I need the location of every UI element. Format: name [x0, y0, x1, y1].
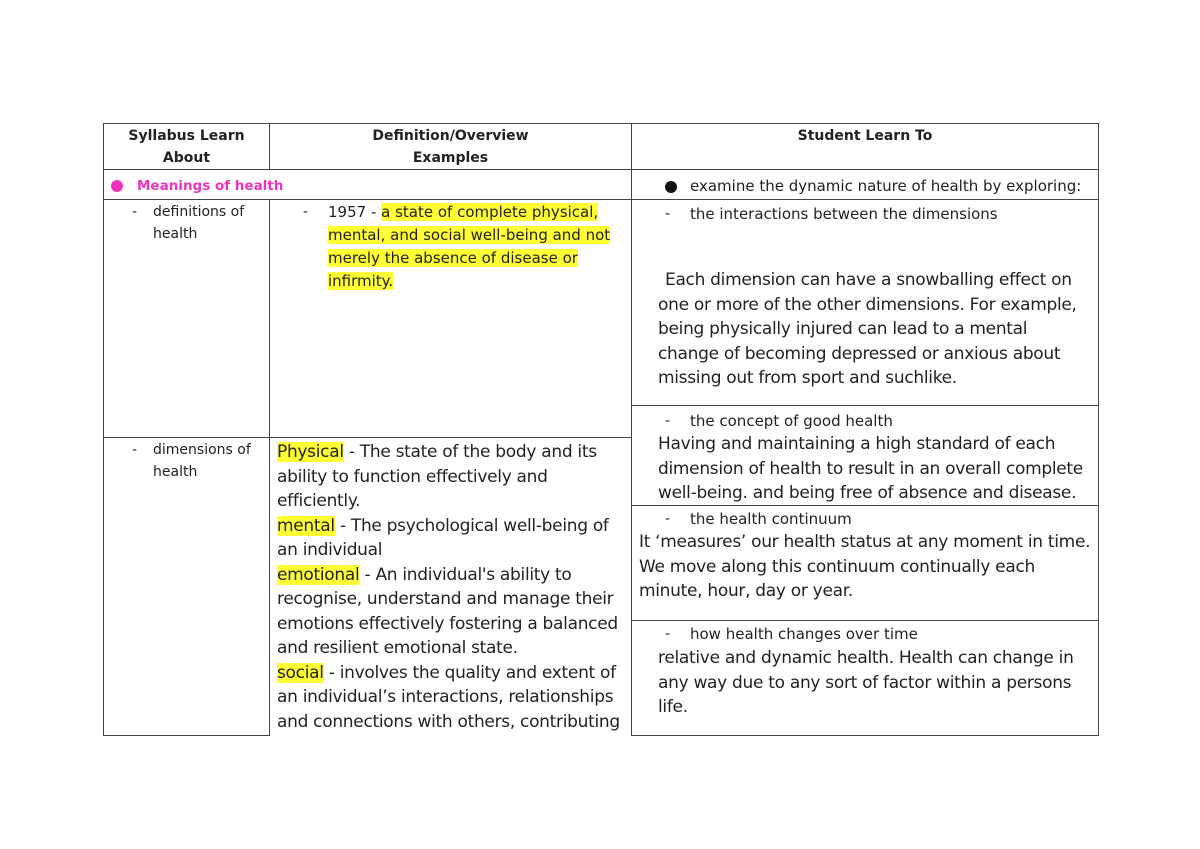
- continuum-label: the health continuum: [690, 510, 852, 528]
- dash: -: [665, 511, 671, 527]
- dash: -: [303, 204, 309, 220]
- social-desc: - involves the quality and extent of: [323, 662, 616, 683]
- changes-label: how health changes over time: [690, 625, 918, 643]
- continuum-line: minute, hour, day or year.: [639, 581, 853, 601]
- header-definition-line1: Definition/Overview: [372, 128, 529, 144]
- table-border-left: [103, 123, 104, 736]
- dash: -: [665, 413, 671, 429]
- header-syllabus-line1: Syllabus Learn: [128, 128, 245, 144]
- social-line-3: and connections with others, contributing: [277, 711, 620, 732]
- dimensions-item: [153, 439, 251, 483]
- definition-line-4: [328, 270, 610, 293]
- header-definition-line2: Examples: [412, 150, 489, 166]
- social-line-1: [277, 661, 629, 686]
- dimensions-item-line1: dimensions of: [153, 442, 251, 458]
- social-line-2: an individual’s interactions, relationships: [277, 687, 614, 707]
- definition-line-3: [328, 247, 610, 270]
- dash: -: [665, 206, 671, 222]
- header-student: Student Learn To: [797, 128, 933, 144]
- changes-line: relative and dynamic health. Health can change in: [658, 648, 1074, 668]
- mental-line-2: an individual: [277, 540, 383, 560]
- definition-text: [328, 201, 610, 293]
- dash: -: [132, 442, 138, 458]
- emotional-line-3: emotions effectively fostering a balanced: [277, 613, 618, 634]
- header-syllabus: [104, 125, 269, 169]
- examine-text: examine the dynamic nature of health by exploring:: [690, 177, 1082, 195]
- physical-term: Physical: [277, 442, 344, 462]
- emotional-desc: - An individual's ability to: [359, 564, 572, 585]
- header-syllabus-line2: About: [162, 150, 211, 166]
- continuum-line: It ‘measures’ our health status at any moment in time.: [639, 532, 1091, 552]
- emotional-term: emotional: [277, 564, 360, 585]
- student-divider-1: [631, 405, 1099, 406]
- row-divider-left: [103, 437, 631, 438]
- definition-year: 1957 -: [328, 203, 382, 221]
- definition-line-1: [328, 201, 610, 224]
- good-health-line: well-being. and being free of absence and disease.: [658, 483, 1077, 503]
- definitions-item: [153, 201, 244, 245]
- mental-line-1: [277, 514, 629, 539]
- good-health-label: the concept of good health: [690, 412, 893, 430]
- dash: -: [132, 204, 138, 220]
- emotional-line-2: recognise, understand and manage their: [277, 589, 614, 609]
- good-health-text: [658, 432, 1083, 506]
- section-title: Meanings of health: [137, 178, 284, 194]
- continuum-line: We move along this continuum continually each: [639, 556, 1035, 577]
- definition-highlight: merely the absence of disease or: [328, 249, 578, 267]
- table-border-right: [1098, 123, 1099, 736]
- section-divider: [103, 199, 1099, 200]
- social-term: social: [277, 662, 324, 683]
- column-divider-2: [631, 123, 632, 736]
- physical-desc: - The state of the body and its: [343, 442, 597, 462]
- student-divider-3: [631, 620, 1099, 621]
- good-health-line: Having and maintaining a high standard of each: [658, 434, 1056, 454]
- header-definition: [270, 125, 631, 169]
- definition-highlight: a state of complete physical,: [381, 203, 599, 221]
- changes-line: life.: [658, 697, 688, 717]
- column-divider-1: [269, 199, 270, 736]
- interactions-line: Each dimension can have a snowballing effect on: [665, 270, 1072, 290]
- interactions-label: the interactions between the dimensions: [690, 205, 998, 223]
- physical-line-1: [277, 440, 629, 465]
- interactions-line: missing out from sport and suchlike.: [658, 368, 957, 388]
- changes-line: any way due to any sort of factor within a persons: [658, 672, 1072, 693]
- physical-line-3: efficiently.: [277, 491, 361, 511]
- table-border-bottom-right: [631, 735, 1099, 736]
- header-divider: [103, 169, 1099, 170]
- interactions-line: one or more of the other dimensions. For example,: [658, 294, 1077, 315]
- dash: -: [665, 626, 671, 642]
- table-border-bottom-left: [103, 735, 269, 736]
- interactions-line: being physically injured can lead to a mental: [658, 319, 1028, 339]
- physical-line-2: ability to function effectively and: [277, 466, 548, 487]
- changes-text: [658, 646, 1074, 720]
- definitions-item-line1: definitions of: [153, 204, 245, 220]
- emotional-line-1: [277, 563, 629, 588]
- pink-bullet-icon: [111, 180, 123, 192]
- emotional-line-4: and resilient emotional state.: [277, 638, 518, 658]
- interactions-line: change of becoming depressed or anxious about: [658, 343, 1061, 364]
- black-bullet-icon: [665, 181, 677, 193]
- dimensions-item-line2: health: [153, 464, 198, 480]
- dimensions-text: [277, 440, 629, 735]
- table-border-top: [103, 123, 1099, 124]
- mental-desc: - The psychological well-being of: [334, 515, 609, 536]
- definitions-item-line2: health: [153, 226, 198, 242]
- definition-highlight: mental, and social well-being and not: [328, 226, 611, 244]
- good-health-line: dimension of health to result in an overall complete: [658, 458, 1083, 479]
- mental-term: mental: [277, 515, 335, 536]
- definition-highlight: infirmity.: [328, 272, 394, 290]
- continuum-text: [639, 530, 1090, 604]
- interactions-text: [658, 268, 1077, 391]
- definition-line-2: [328, 224, 610, 247]
